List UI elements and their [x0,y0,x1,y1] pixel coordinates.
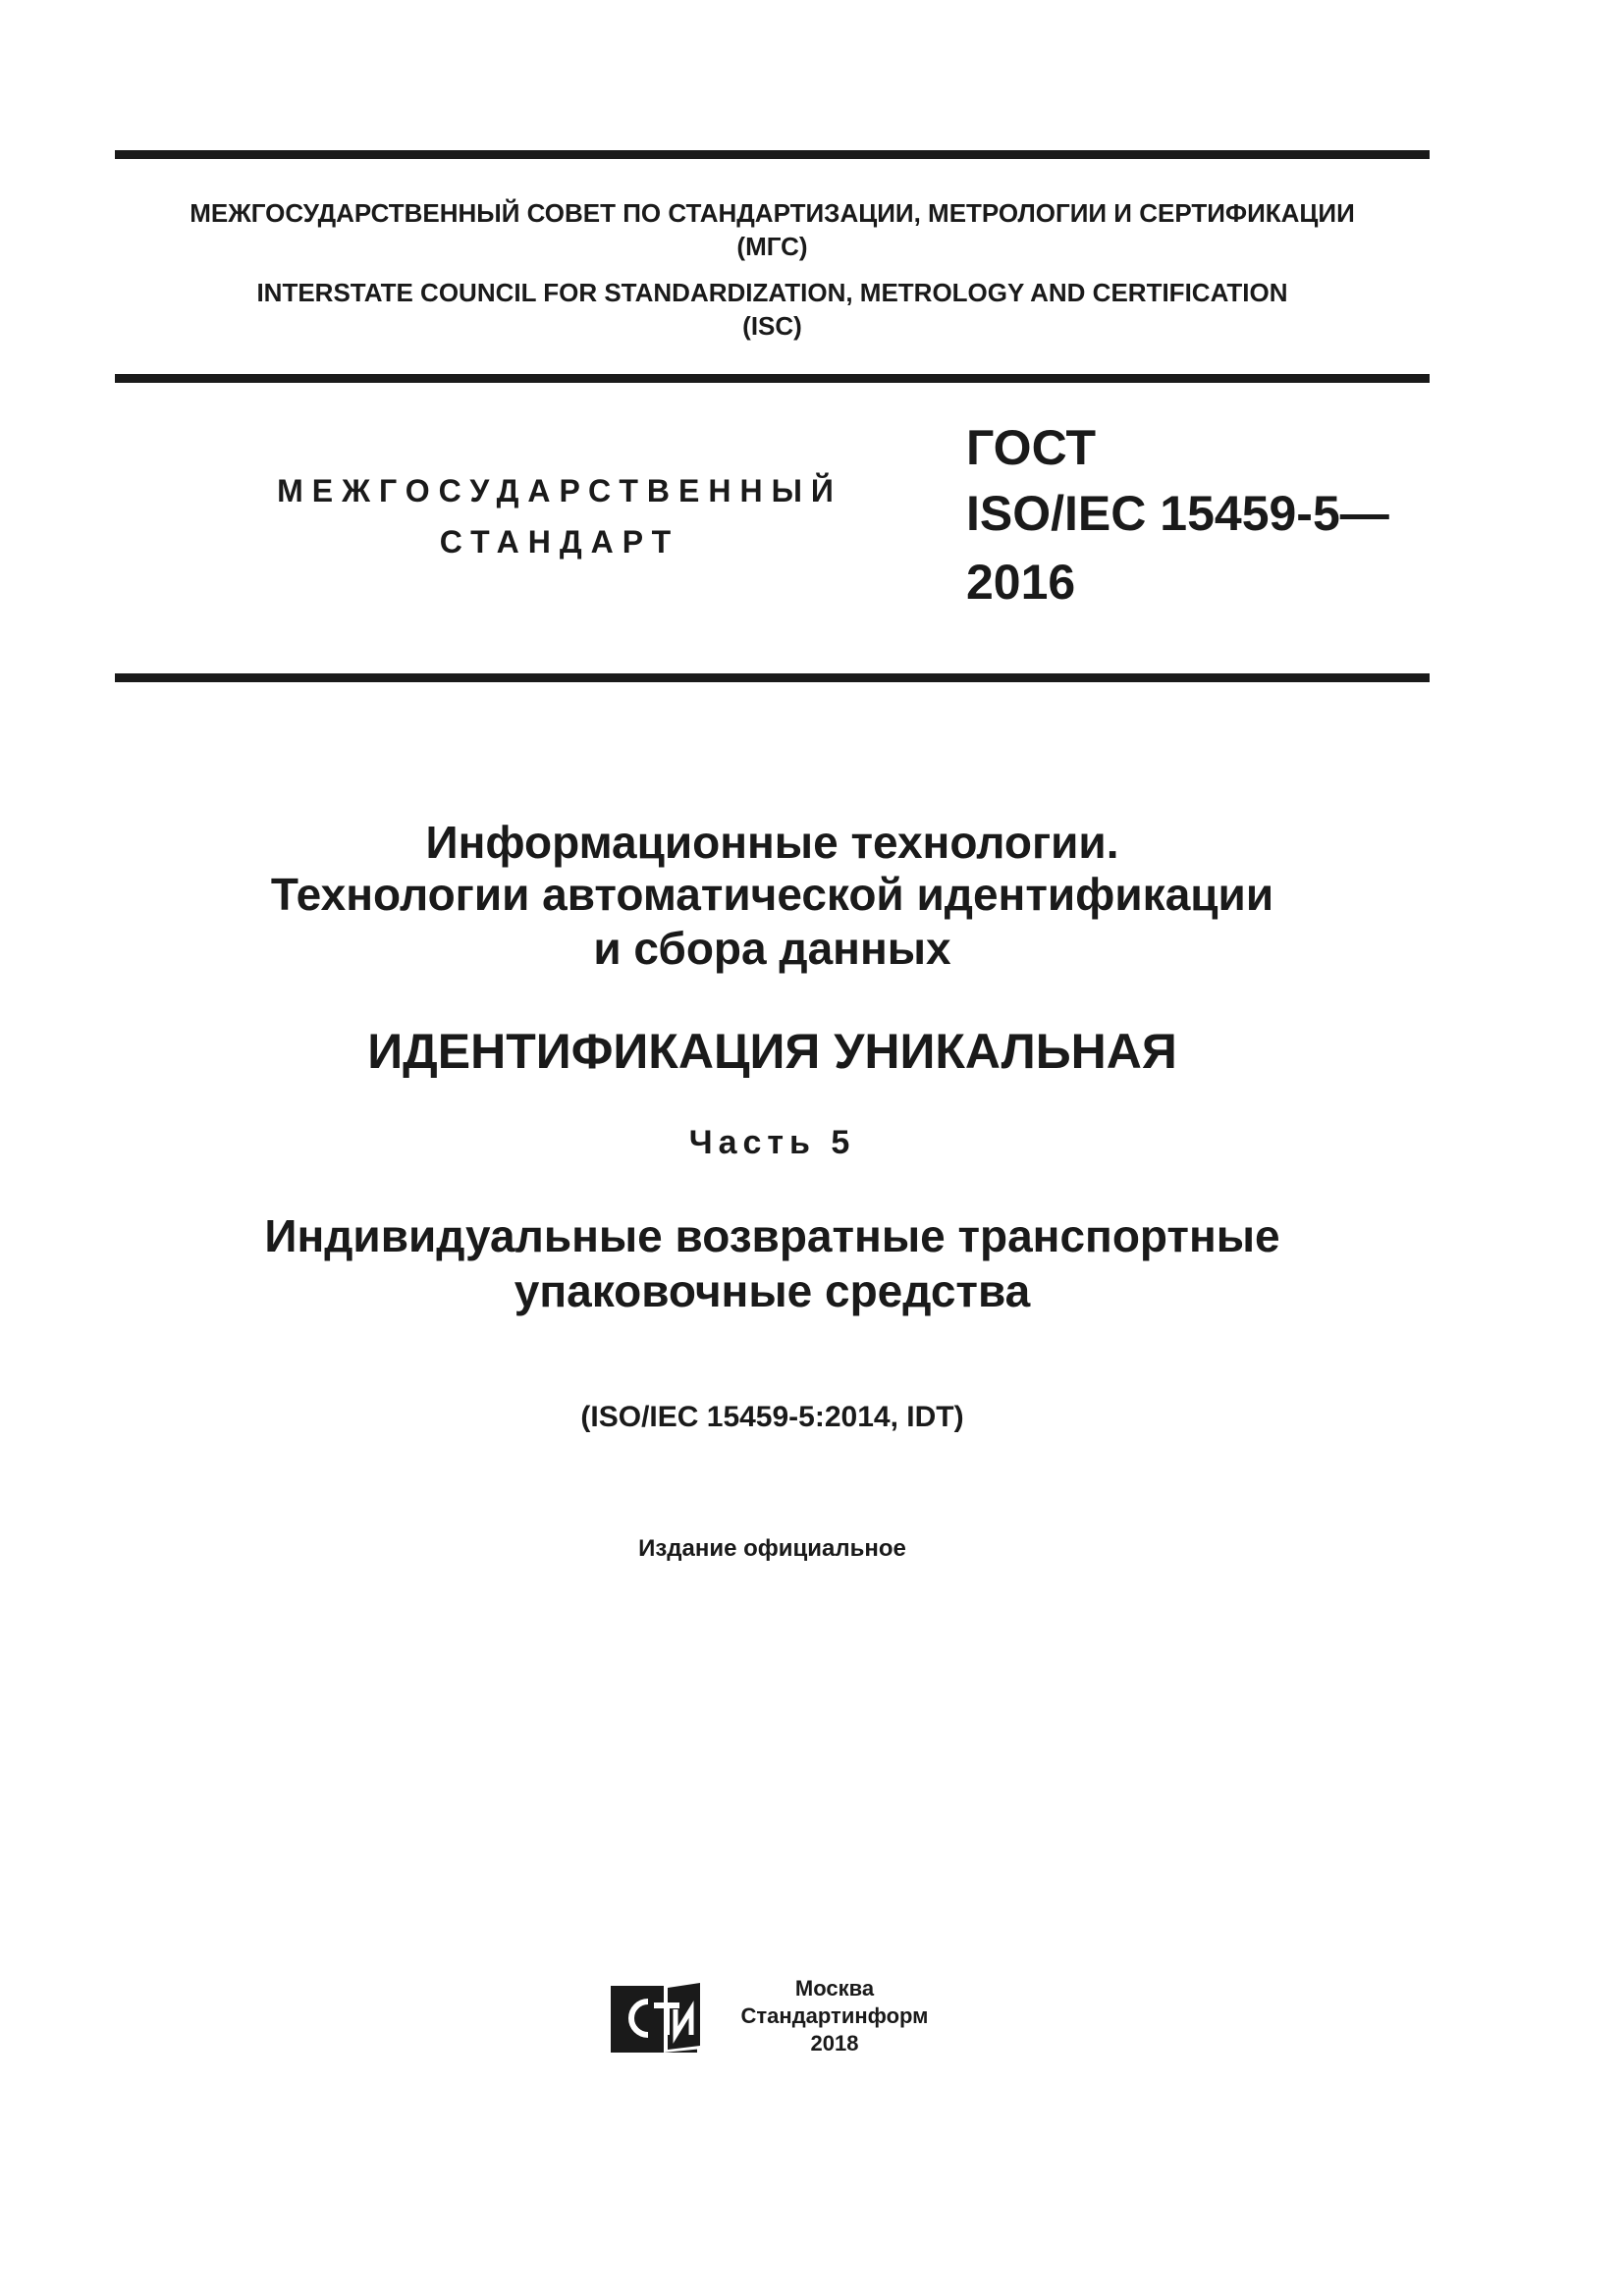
standard-kind-line1: МЕЖГОСУДАРСТВЕННЫЙ [277,473,842,508]
council-ru-name: МЕЖГОСУДАРСТВЕННЫЙ СОВЕТ ПО СТАНДАРТИЗАЦИИ, МЕТРОЛОГИИ И СЕРТИФИКАЦИИ [189,198,1355,228]
gost-year: 2016 [966,555,1076,610]
title-main: ИДЕНТИФИКАЦИЯ УНИКАЛЬНАЯ [367,1024,1177,1079]
council-ru-abbr: (МГС) [736,232,808,261]
council-divider [115,374,1430,383]
subtitle-line2: упаковочные средства [514,1265,1031,1316]
publisher-city: Москва [794,1976,875,2001]
header-divider [115,673,1430,682]
subtitle-line1: Индивидуальные возвратные транспортные [264,1210,1280,1261]
gost-designation: ISO/IEC 15459-5— [966,486,1389,541]
top-divider [115,150,1430,159]
idt-reference: (ISO/IEC 15459-5:2014, IDT) [580,1401,964,1433]
gost-label: ГОСТ [966,420,1096,475]
publisher-block [717,1975,952,2057]
council-en-abbr: (ISC) [742,311,802,341]
publisher-name: Стандартинформ [740,2003,929,2028]
council-en-name: INTERSTATE COUNCIL FOR STANDARDIZATION, METROLOGY AND CERTIFICATION [256,278,1288,307]
title-line1: Информационные технологии. [425,817,1119,868]
title-line2: Технологии автоматической идентификации [270,869,1274,920]
part-label: Часть 5 [688,1124,856,1161]
edition-note: Издание официальное [638,1535,906,1562]
title-line3: и сбора данных [593,923,951,974]
publisher-year: 2018 [810,2031,859,2056]
standartinform-logo-icon [609,1980,705,2055]
standard-kind-line2: СТАНДАРТ [439,524,680,560]
